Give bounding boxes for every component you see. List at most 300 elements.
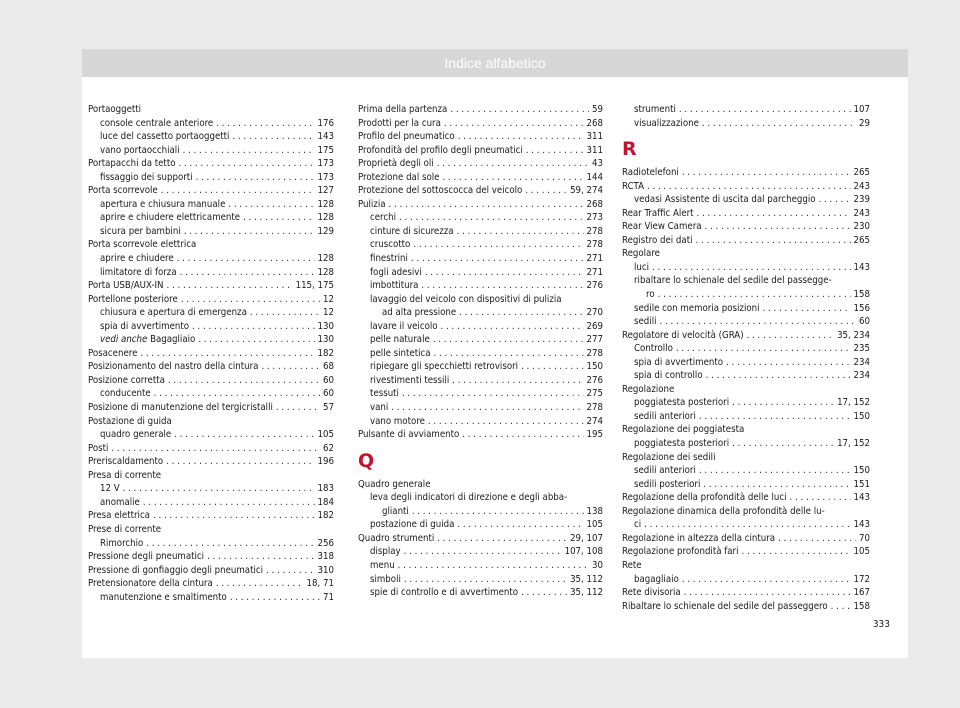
index-page-ref: 70	[859, 532, 870, 544]
index-heading	[622, 423, 870, 437]
leader-dots	[196, 171, 315, 185]
index-term: vano motore	[370, 415, 425, 427]
index-entry	[88, 455, 334, 469]
index-page-ref: 176	[317, 117, 334, 129]
leader-dots	[652, 261, 851, 275]
leader-dots	[228, 198, 314, 212]
index-page-ref: 230	[853, 221, 870, 233]
index-term: tessuti	[370, 388, 399, 400]
index-subentry	[622, 396, 870, 410]
index-term: cinture di sicurezza	[370, 225, 454, 237]
leader-dots	[404, 545, 562, 559]
leader-dots	[161, 184, 315, 198]
index-term: Portapacchi da tetto	[88, 158, 176, 170]
index-term: Rear View Camera	[622, 221, 702, 233]
index-term: ribaltare lo schienale del sedile del passegge-	[634, 275, 832, 287]
index-term: finestrini	[370, 253, 408, 265]
index-subentry	[622, 315, 870, 329]
index-subentry	[358, 518, 603, 532]
index-page-ref: 276	[586, 280, 603, 292]
index-subentry	[358, 238, 603, 252]
leader-dots	[140, 347, 314, 361]
index-page-ref: 158	[853, 600, 870, 612]
index-term: ad alta pressione	[382, 307, 457, 319]
index-page-ref: 173	[317, 158, 334, 170]
index-term: Regolazione dei sedili	[622, 451, 716, 463]
index-entry	[358, 144, 603, 158]
leader-dots	[742, 545, 851, 559]
index-term	[100, 333, 195, 347]
index-heading	[622, 559, 870, 573]
index-term: aprire e chiudere elettricamente	[100, 212, 241, 224]
index-page-ref: 30	[592, 559, 603, 571]
index-page-ref: 234	[853, 370, 870, 382]
index-entry	[88, 157, 334, 171]
index-column-3	[622, 103, 870, 613]
index-entry	[622, 220, 870, 234]
index-page-ref: 310	[317, 564, 334, 576]
index-term: bagagliaio	[634, 573, 679, 585]
leader-dots	[457, 225, 584, 239]
leader-dots	[276, 401, 320, 415]
index-term: Porta scorrevole elettrica	[88, 239, 197, 251]
index-term: Posti	[88, 442, 109, 454]
leader-dots	[174, 428, 314, 442]
index-page-ref: 182	[317, 510, 334, 522]
index-term: Posacenere	[88, 347, 138, 359]
leader-dots	[183, 144, 315, 158]
index-page-ref: 271	[586, 253, 603, 265]
index-subentry	[622, 288, 870, 302]
index-term: Portaoggetti	[88, 104, 142, 115]
index-entry	[88, 577, 334, 591]
index-subentry	[358, 360, 603, 374]
index-term: Registro dei dati	[622, 234, 693, 246]
index-heading	[88, 415, 334, 429]
leader-dots	[167, 279, 293, 293]
index-subentry	[88, 211, 334, 225]
index-page-ref: 127	[317, 185, 334, 197]
leader-dots	[462, 428, 583, 442]
leader-dots	[266, 564, 315, 578]
index-page-ref: 59	[592, 104, 603, 115]
index-subentry	[622, 103, 870, 117]
index-page-ref: 167	[853, 587, 870, 599]
leader-dots	[404, 573, 567, 587]
index-term: display	[370, 546, 401, 558]
leader-dots	[146, 537, 314, 551]
index-term: fogli adesivi	[370, 266, 422, 278]
index-term: sedili	[634, 316, 657, 328]
leader-dots	[526, 144, 584, 158]
index-page-ref: 35, 112	[570, 573, 603, 585]
index-page-ref: 105	[317, 429, 334, 441]
index-term: simboli	[370, 573, 401, 585]
index-page-ref: 235	[853, 343, 870, 355]
index-term: rivestimenti tessili	[370, 374, 450, 386]
index-page-ref: 17, 152	[837, 438, 870, 450]
leader-dots	[459, 306, 583, 320]
index-page-ref: 62	[323, 442, 334, 454]
index-term: sicura per bambini	[100, 225, 181, 237]
index-page-ref: 60	[323, 388, 334, 400]
leader-dots	[442, 171, 583, 185]
index-term: pelle sintetica	[370, 347, 431, 359]
index-page-ref: 268	[586, 198, 603, 210]
section-letter: Q	[358, 449, 375, 472]
index-subentry	[622, 356, 870, 370]
index-term: Pressione di gonfiaggio degli pneumatici	[88, 564, 264, 576]
index-page-ref: 182	[317, 347, 334, 359]
index-page-ref: 269	[586, 320, 603, 332]
index-subentry	[358, 211, 603, 225]
leader-dots	[831, 600, 851, 614]
index-subentry	[358, 320, 603, 334]
index-page-ref: 158	[853, 289, 870, 301]
index-page-ref: 143	[317, 131, 334, 143]
index-term: Profondità del profilo degli pneumatici	[358, 144, 523, 156]
leader-dots	[450, 103, 589, 117]
leader-dots	[703, 478, 850, 492]
index-term: sedile con memoria posizioni	[634, 302, 760, 314]
index-page-ref: 243	[853, 180, 870, 192]
index-term: imbottitura	[370, 280, 419, 292]
index-entry	[88, 442, 334, 456]
index-page-ref: 156	[853, 302, 870, 314]
index-term: lavare il veicolo	[370, 320, 438, 332]
leader-dots	[123, 482, 315, 496]
index-term: Pressione degli pneumatici	[88, 551, 205, 563]
leader-dots	[198, 333, 314, 347]
index-term: limitatore di forza	[100, 266, 177, 278]
index-page-ref: 239	[853, 194, 870, 206]
index-page-ref: 278	[586, 225, 603, 237]
index-entry	[88, 279, 334, 293]
index-subentry	[622, 410, 870, 424]
index-page-ref: 129	[317, 225, 334, 237]
index-term: Protezione dal sole	[358, 171, 440, 183]
leader-dots	[250, 306, 320, 320]
index-subentry	[358, 225, 603, 239]
index-term: Rete	[622, 559, 642, 571]
index-term-text: Bagagliaio	[150, 334, 196, 346]
index-entry	[88, 509, 334, 523]
index-term: ripiegare gli specchietti retrovisori	[370, 361, 519, 373]
index-entry	[622, 166, 870, 180]
leader-dots	[660, 315, 857, 329]
leader-dots	[181, 293, 320, 307]
index-entry	[622, 180, 870, 194]
index-subentry	[622, 193, 870, 207]
leader-dots	[732, 437, 834, 451]
index-subentry	[358, 415, 603, 429]
index-page-ref: 265	[853, 234, 870, 246]
index-page-ref: 128	[317, 266, 334, 278]
index-entry	[622, 586, 870, 600]
leader-dots	[706, 369, 851, 383]
leader-dots	[216, 117, 314, 131]
index-page-ref: 107	[853, 104, 870, 115]
index-entry	[622, 234, 870, 248]
section-letter: R	[622, 138, 637, 161]
index-subentry	[622, 464, 870, 478]
index-page-ref: 43	[592, 158, 603, 170]
leader-dots	[216, 577, 304, 591]
index-term: manutenzione e smaltimento	[100, 591, 227, 603]
index-subentry	[88, 333, 334, 347]
index-page-ref: 12	[323, 293, 334, 305]
index-term: cruscotto	[370, 239, 411, 251]
index-term: Prese di corrente	[88, 523, 162, 535]
leader-dots	[457, 518, 583, 532]
index-heading	[622, 247, 870, 261]
index-term: Preriscaldamento	[88, 456, 164, 468]
index-subentry	[358, 279, 603, 293]
index-page-ref: 35, 234	[837, 329, 870, 341]
index-subentry	[358, 266, 603, 280]
index-subentry	[622, 437, 870, 451]
index-entry	[88, 293, 334, 307]
index-entry	[622, 207, 870, 221]
index-page-ref: 17, 152	[837, 397, 870, 409]
index-page-ref: 68	[323, 361, 334, 373]
index-subentry	[622, 518, 870, 532]
leader-dots	[763, 302, 851, 316]
index-page-ref: 60	[323, 374, 334, 386]
index-page-ref: 35, 112	[570, 587, 603, 599]
index-term: postazione di guida	[370, 519, 455, 531]
index-subentry	[88, 171, 334, 185]
index-subheading	[622, 274, 870, 288]
index-term: Porta USB/AUX-IN	[88, 280, 164, 292]
leader-dots	[819, 193, 851, 207]
page-title: Indice alfabetico	[444, 55, 546, 71]
index-subentry	[622, 342, 870, 356]
leader-dots	[433, 333, 584, 347]
leader-dots	[702, 117, 856, 131]
index-entry	[88, 347, 334, 361]
index-page-ref: 243	[853, 207, 870, 219]
index-subentry	[358, 374, 603, 388]
index-page-ref: 60	[859, 316, 870, 328]
leader-dots	[684, 586, 851, 600]
leader-dots	[444, 117, 584, 131]
index-entry	[622, 532, 870, 546]
index-term: Controllo	[634, 343, 673, 355]
index-subentry	[358, 586, 603, 600]
leader-dots	[441, 320, 584, 334]
index-term: chiusura e apertura di emergenza	[100, 307, 247, 319]
index-term: Regolazione profondità fari	[622, 546, 739, 558]
page-number: 333	[872, 619, 890, 630]
index-term: Protezione del sottoscocca del veicolo	[358, 185, 523, 197]
index-term: Prima della partenza	[358, 104, 448, 115]
index-column-2	[358, 103, 603, 600]
leader-dots	[695, 234, 850, 248]
leader-dots	[726, 356, 850, 370]
leader-dots	[413, 238, 583, 252]
index-page-ref: 271	[586, 266, 603, 278]
index-page-ref: 128	[317, 198, 334, 210]
index-term: quadro generale	[100, 429, 172, 441]
index-term: luce del cassetto portaoggetti	[100, 131, 230, 143]
leader-dots	[747, 329, 834, 343]
index-page-ref: 173	[317, 171, 334, 183]
leader-dots	[644, 518, 850, 532]
index-heading	[88, 523, 334, 537]
index-term: Presa di corrente	[88, 469, 162, 481]
index-entry	[88, 374, 334, 388]
index-page-ref: 29	[859, 117, 870, 129]
leader-dots	[168, 374, 320, 388]
leader-dots	[243, 211, 314, 225]
index-entry	[622, 491, 870, 505]
index-subentry	[622, 117, 870, 131]
index-entry	[88, 360, 334, 374]
index-page-ref: 105	[853, 546, 870, 558]
index-page-ref: 150	[853, 465, 870, 477]
leader-dots	[699, 464, 851, 478]
leader-dots	[192, 320, 314, 334]
index-subentry	[88, 198, 334, 212]
index-page-ref: 311	[586, 131, 603, 143]
leader-dots	[177, 252, 315, 266]
index-term: aprire e chiudere	[100, 253, 174, 265]
index-term: anomalie	[100, 496, 140, 508]
index-term: Posizionamento del nastro della cintura	[88, 361, 259, 373]
index-page-ref: 265	[853, 167, 870, 179]
leader-dots	[184, 225, 315, 239]
index-page-ref: 276	[586, 374, 603, 386]
index-term: Pulizia	[358, 198, 386, 210]
leader-dots	[437, 157, 589, 171]
index-term: poggiatesta posteriori	[634, 438, 730, 450]
index-page-ref: 150	[586, 361, 603, 373]
index-page-ref: 57	[323, 402, 334, 414]
index-subentry	[358, 505, 603, 519]
index-term: Profilo del pneumatico	[358, 131, 455, 143]
index-page-ref: 130	[317, 334, 334, 346]
index-term: Porta scorrevole	[88, 185, 158, 197]
index-term: RCTA	[622, 180, 644, 192]
leader-dots	[705, 220, 851, 234]
leader-dots	[166, 455, 314, 469]
leader-dots	[207, 550, 314, 564]
leader-dots	[647, 180, 851, 194]
index-term: pelle naturale	[370, 334, 430, 346]
index-subentry	[88, 306, 334, 320]
index-subentry	[88, 482, 334, 496]
index-page-ref: 150	[853, 410, 870, 422]
index-term: Radiotelefoni	[622, 167, 679, 179]
index-term: fissaggio dei supporti	[100, 171, 193, 183]
index-heading	[358, 478, 603, 492]
leader-dots	[658, 288, 851, 302]
index-term: spia di avvertimento	[634, 356, 724, 368]
index-entry	[88, 184, 334, 198]
index-page-ref: 184	[317, 496, 334, 508]
index-subheading	[358, 491, 603, 505]
index-page-ref: 175	[317, 144, 334, 156]
index-subheading	[358, 293, 603, 307]
index-page-ref: 278	[586, 402, 603, 414]
index-term: Proprietà degli oli	[358, 158, 434, 170]
leader-dots	[682, 573, 851, 587]
index-entry	[88, 550, 334, 564]
index-subentry	[88, 537, 334, 551]
index-subentry	[88, 252, 334, 266]
index-term: Rear Traffic Alert	[622, 207, 694, 219]
index-heading	[622, 451, 870, 465]
index-subentry	[622, 261, 870, 275]
index-page-ref: 196	[317, 456, 334, 468]
index-page-ref: 128	[317, 212, 334, 224]
leader-dots	[230, 591, 320, 605]
index-term: poggiatesta posteriori	[634, 397, 730, 409]
index-entry	[358, 103, 603, 117]
leader-dots	[458, 130, 584, 144]
index-term: sedili posteriori	[634, 478, 701, 490]
index-subentry	[358, 573, 603, 587]
index-subentry	[88, 266, 334, 280]
index-term: menu	[370, 559, 395, 571]
index-page-ref: 143	[853, 519, 870, 531]
leader-dots	[421, 279, 583, 293]
index-entry	[358, 130, 603, 144]
index-subentry	[88, 496, 334, 510]
index-term: glianti	[382, 505, 409, 517]
index-subentry	[622, 369, 870, 383]
index-subentry	[88, 428, 334, 442]
index-term: console centrale anteriore	[100, 117, 214, 129]
index-page-ref: 311	[586, 144, 603, 156]
leader-dots	[153, 509, 315, 523]
index-heading	[88, 469, 334, 483]
leader-dots	[676, 342, 851, 356]
index-page-ref: 107, 108	[564, 546, 603, 558]
leader-dots	[398, 559, 589, 573]
index-term: Posizione di manutenzione del tergicristalli	[88, 402, 273, 414]
index-see-also: vedi anche	[100, 334, 148, 346]
leader-dots	[521, 586, 567, 600]
index-term: Prodotti per la cura	[358, 117, 441, 129]
index-heading	[622, 383, 870, 397]
index-term: Pretensionatore della cintura	[88, 578, 213, 590]
index-term: conducente	[100, 388, 151, 400]
index-term: ci	[634, 519, 642, 531]
index-subentry	[358, 333, 603, 347]
leader-dots	[790, 491, 851, 505]
index-page-ref: 183	[317, 483, 334, 495]
leader-dots	[434, 347, 584, 361]
index-page-ref: 18, 71	[306, 578, 334, 590]
index-entry	[622, 329, 870, 343]
index-entry	[88, 401, 334, 415]
index-term: Postazione di guida	[88, 415, 172, 427]
index-page-ref: 277	[586, 334, 603, 346]
index-page-ref: 115, 175	[295, 280, 334, 292]
index-page-ref: 274	[586, 415, 603, 427]
index-term: Regolazione della profondità delle luci	[622, 492, 787, 504]
leader-dots	[399, 211, 584, 225]
index-term: sedili anteriori	[634, 465, 696, 477]
index-entry	[358, 532, 603, 546]
index-page-ref: 128	[317, 253, 334, 265]
leader-dots	[521, 360, 583, 374]
index-entry	[358, 157, 603, 171]
index-term: Regolazione dei poggiatesta	[622, 424, 745, 436]
index-page-ref: 256	[317, 537, 334, 549]
